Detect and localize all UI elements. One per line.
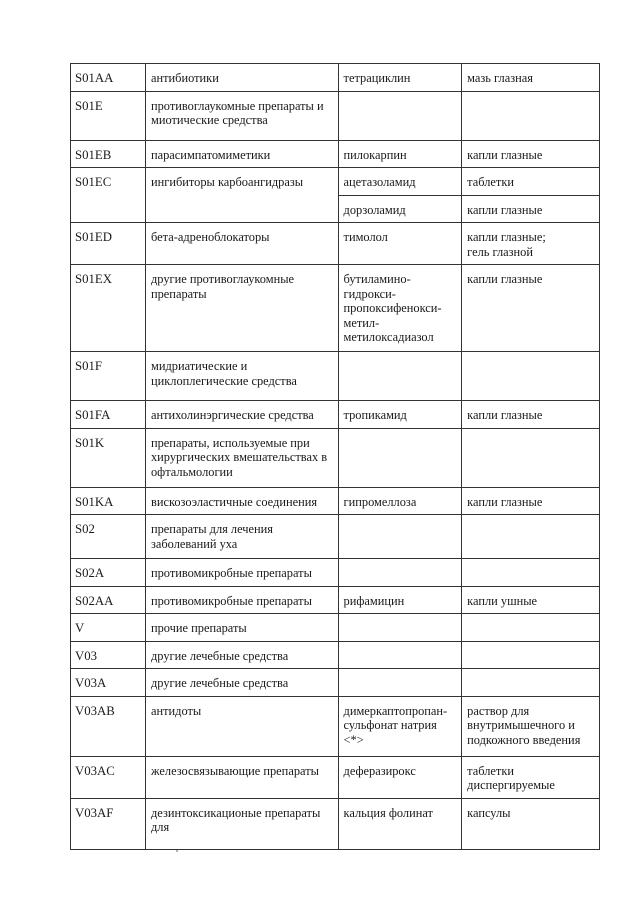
anatomical-group-cell: ингибиторы карбоангидразы [145,168,338,223]
anatomical-group-cell: мидриатические и циклоплегические средства [145,352,338,401]
atc-code-cell: S02 [71,515,146,559]
dosage-form-cell: капли глазные [462,401,600,429]
table-row [71,140,600,168]
table-row [71,487,600,515]
table-row [71,696,600,756]
atc-code-cell: V03A [71,669,146,697]
drug-name-cell [338,614,462,642]
anatomical-group-cell: дезинтоксикационые препараты для [145,798,338,849]
anatomical-group-cell: антихолинэргические средства [145,401,338,429]
table-row [71,64,600,92]
drug-name-cell: тимолол [338,223,462,265]
table-row [71,91,600,140]
atc-code-cell: S02A [71,559,146,587]
dosage-form-cell: таблетки [462,168,600,196]
anatomical-group-cell: противомикробные препараты [145,559,338,587]
anatomical-group-cell: бета-адреноблокаторы [145,223,338,265]
table-row [71,401,600,429]
anatomical-group-cell: антидоты [145,696,338,756]
anatomical-group-cell: вискозоэластичные соединения [145,487,338,515]
dosage-form-cell [462,614,600,642]
dosage-form-cell: капли глазные; гель глазной [462,223,600,265]
table-row [71,559,600,587]
dosage-form-cell: капли ушные [462,586,600,614]
table-row [71,428,600,487]
anatomical-group-cell: железосвязывающие препараты [145,756,338,798]
table-row [71,756,600,798]
dosage-form-cell [462,515,600,559]
drug-classification-table [70,63,600,850]
anatomical-group-cell: другие противоглаукомные препараты [145,265,338,352]
anatomical-group-cell: прочие препараты [145,614,338,642]
table-row [71,352,600,401]
table-row [71,168,600,196]
dosage-form-cell [462,559,600,587]
atc-code-cell: S02AA [71,586,146,614]
dosage-form-cell [462,352,600,401]
anatomical-group-cell: препараты для лечения заболеваний уха [145,515,338,559]
drug-name-cell: гипромеллоза [338,487,462,515]
drug-name-cell: кальция фолинат [338,798,462,849]
table-row [71,641,600,669]
dosage-form-cell: капли глазные [462,140,600,168]
table-row [71,223,600,265]
dosage-form-cell [462,428,600,487]
atc-code-cell: S01K [71,428,146,487]
drug-name-cell: димеркаптопропан- сульфонат натрия <*> [338,696,462,756]
table-row [71,614,600,642]
dosage-form-cell [462,641,600,669]
drug-name-cell: бутиламино- гидрокси- пропоксифенокси- метил- метилоксадиазол [338,265,462,352]
atc-code-cell: S01ED [71,223,146,265]
drug-name-cell [338,428,462,487]
atc-code-cell: S01E [71,91,146,140]
anatomical-group-cell: противоглаукомные препараты и миотические средства [145,91,338,140]
drug-name-cell [338,352,462,401]
dosage-form-cell: мазь глазная [462,64,600,92]
atc-code-cell: V03AF [71,798,146,849]
table-row [71,265,600,352]
dosage-form-cell: таблетки диспергируемые [462,756,600,798]
drug-name-cell: деферазирокс [338,756,462,798]
atc-code-cell: V03 [71,641,146,669]
anatomical-group-cell: противомикробные препараты [145,586,338,614]
atc-code-cell: V [71,614,146,642]
dosage-form-cell: капли глазные [462,195,600,223]
dosage-form-cell: раствор для внутримышечного и подкожного введения [462,696,600,756]
dosage-form-cell: капли глазные [462,265,600,352]
table-row [71,515,600,559]
anatomical-group-cell: другие лечебные средства [145,669,338,697]
table-row [71,798,600,849]
dosage-form-cell: капсулы [462,798,600,849]
atc-code-cell: S01EX [71,265,146,352]
atc-code-cell: S01EB [71,140,146,168]
anatomical-group-cell: антибиотики [145,64,338,92]
table-row [71,669,600,697]
drug-name-cell: тетрациклин [338,64,462,92]
dosage-form-cell [462,91,600,140]
drug-name-cell [338,641,462,669]
atc-code-cell: S01EC [71,168,146,223]
atc-code-cell: S01AA [71,64,146,92]
drug-name-cell [338,669,462,697]
dosage-form-cell: капли глазные [462,487,600,515]
drug-name-cell [338,559,462,587]
atc-code-cell: S01FA [71,401,146,429]
atc-code-cell: V03AC [71,756,146,798]
drug-name-cell: дорзоламид [338,195,462,223]
atc-code-cell: V03AB [71,696,146,756]
anatomical-group-cell: парасимпатомиметики [145,140,338,168]
drug-name-cell: рифамицин [338,586,462,614]
atc-code-cell: S01KA [71,487,146,515]
atc-code-cell: S01F [71,352,146,401]
drug-name-cell [338,515,462,559]
drug-name-cell: тропикамид [338,401,462,429]
drug-name-cell: ацетазоламид [338,168,462,196]
drug-name-cell: пилокарпин [338,140,462,168]
anatomical-group-cell: препараты, используемые при хирургических вмешательствах в офтальмологии [145,428,338,487]
scan-speck [176,850,178,852]
drug-name-cell [338,91,462,140]
dosage-form-cell [462,669,600,697]
table-row [71,586,600,614]
anatomical-group-cell: другие лечебные средства [145,641,338,669]
